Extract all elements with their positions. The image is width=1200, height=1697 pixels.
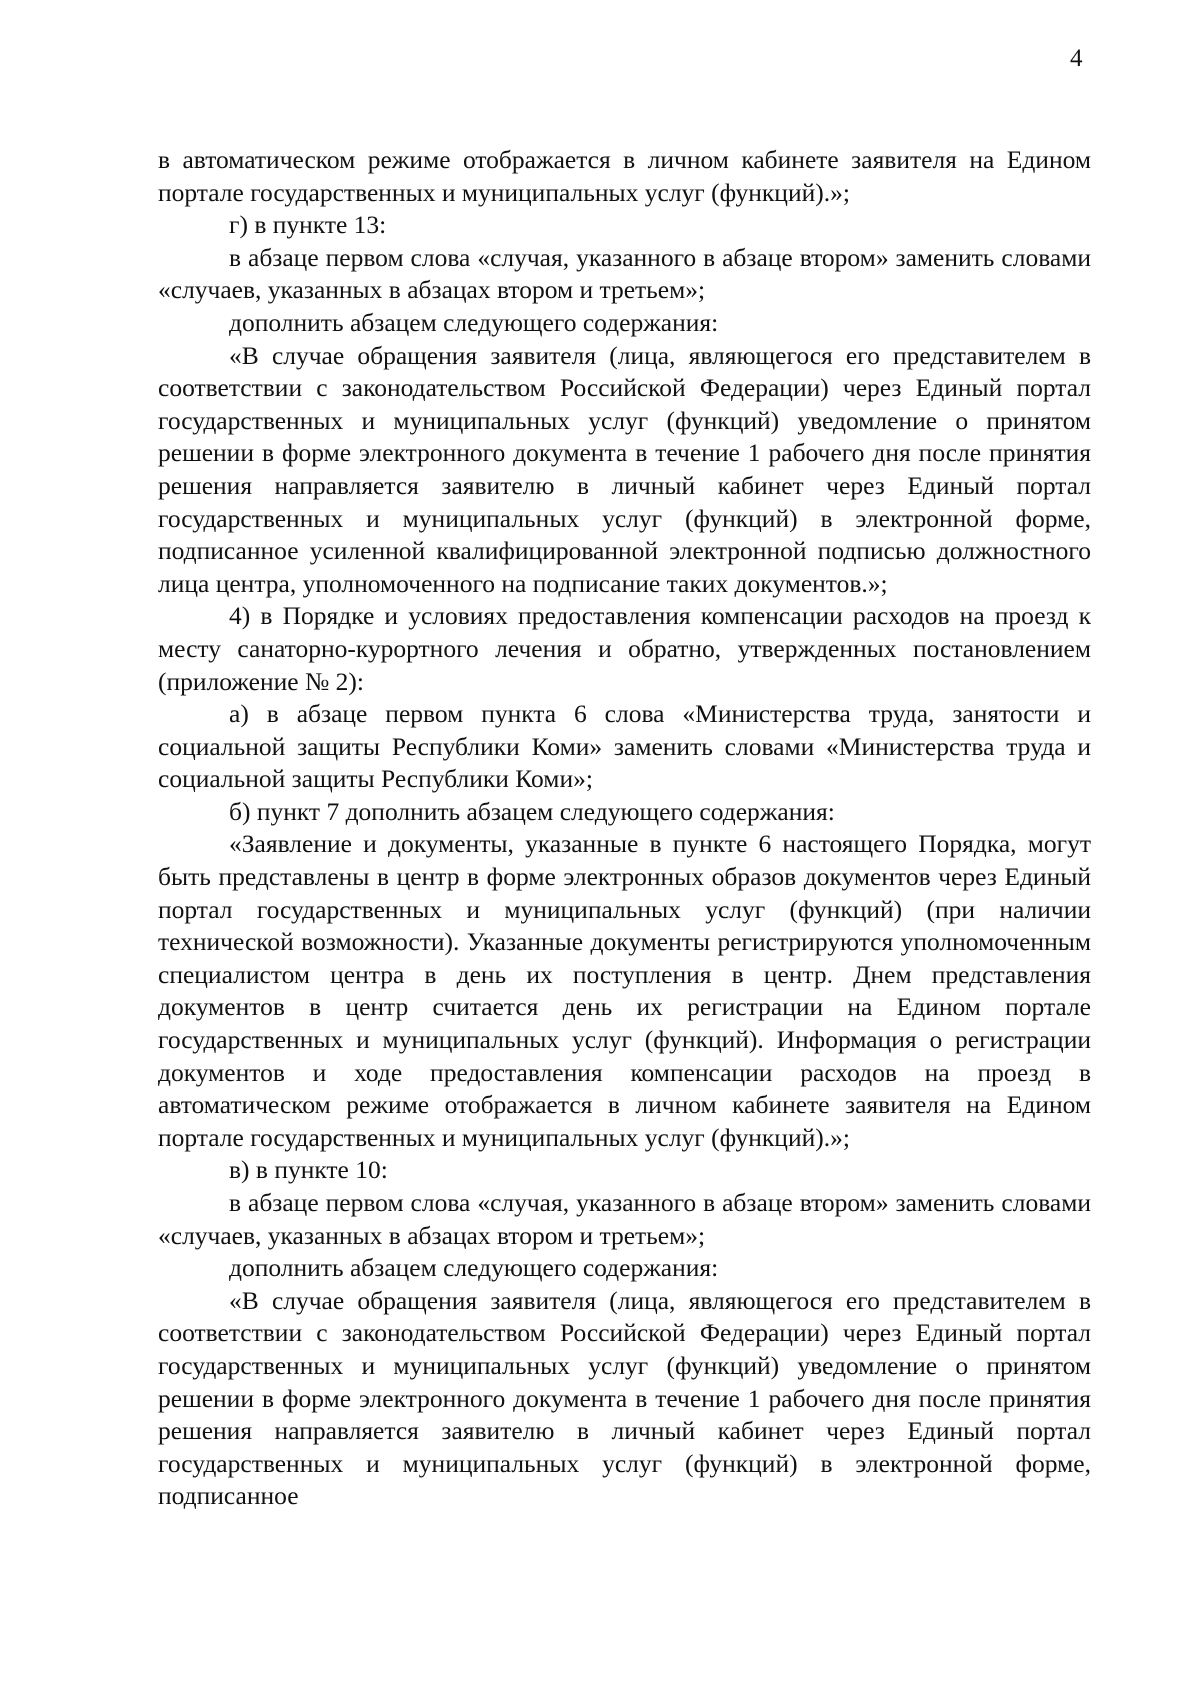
paragraph-continuation: в автоматическом режиме отображается в личном кабинете заявителя на Едином портале государственных и муниципальных услуг (функций).»; [158, 145, 1091, 207]
paragraph-subitem-g: г) в пункте 13: [229, 210, 387, 240]
page-number: 4 [1070, 45, 1083, 72]
paragraph-quoted-text: «В случае обращения заявителя (лица, являющегося его представителем в соответствии с законодательством Российской Федерации) через Единый портал государственных и муниципальных услуг (функций) уведомление о принятом решении в форме электронного документа в течение 1 рабочего дня после принятия решения направляется заявителю в личный кабинет через Единый портал государственных и муниципальных услуг (функций) в электронной форме, подписанное [158, 1285, 1091, 1511]
paragraph-subitem-v: в) в пункте 10: [229, 1155, 388, 1185]
paragraph-amendment-words: в абзаце первом слова «случая, указанного в абзаце втором» заменить словами «случаев, указанных в абзацах втором и третьем»; [158, 1188, 1091, 1250]
paragraph-subitem-a: а) в абзаце первом пункта 6 слова «Министерства труда, занятости и социальной защиты Республики Коми» заменить словами «Министерства труда и социальной защиты Республики Коми»; [158, 699, 1091, 794]
paragraph-add-clause: дополнить абзацем следующего содержания: [229, 1253, 719, 1283]
paragraph-subitem-b: б) пункт 7 дополнить абзацем следующего содержания: [229, 796, 835, 826]
paragraph-quoted-text: «Заявление и документы, указанные в пункте 6 настоящего Порядка, могут быть представлены в центр в форме электронных образов документов через Единый портал государственных и муниципальных услуг (функций) (при наличии технической возможности). Указанные документы регистрируются уполномоченным специалистом центра в день их поступления в центр. Днем представления документов в центр считается день их регистрации на Едином портале государственных и муниципальных услуг (функций). Информация о регистрации документов и ходе предоставления компенсации расходов на проезд в автоматическом режиме отображается в личном кабинете заявителя на Едином портале государственных и муниципальных услуг (функций).»; [158, 829, 1091, 1152]
paragraph-item-4: 4) в Порядке и условиях предоставления компенсации расходов на проезд к месту санаторно-курортного лечения и обратно, утвержденных постановлением (приложение № 2): [158, 601, 1091, 696]
document-body [158, 144, 1091, 1513]
paragraph-quoted-text: «В случае обращения заявителя (лица, являющегося его представителем в соответствии с законодательством Российской Федерации) через Единый портал государственных и муниципальных услуг (функций) уведомление о принятом решении в форме электронного документа в течение 1 рабочего дня после принятия решения направляется заявителю в личный кабинет через Единый портал государственных и муниципальных услуг (функций) в электронной форме, подписанное усиленной квалифицированной электронной подписью должностного лица центра, уполномоченного на подписание таких документов.»; [158, 340, 1091, 598]
paragraph-amendment-words: в абзаце первом слова «случая, указанного в абзаце втором» заменить словами «случаев, указанных в абзацах втором и третьем»; [158, 242, 1091, 305]
paragraph-add-clause: дополнить абзацем следующего содержания: [229, 307, 719, 337]
